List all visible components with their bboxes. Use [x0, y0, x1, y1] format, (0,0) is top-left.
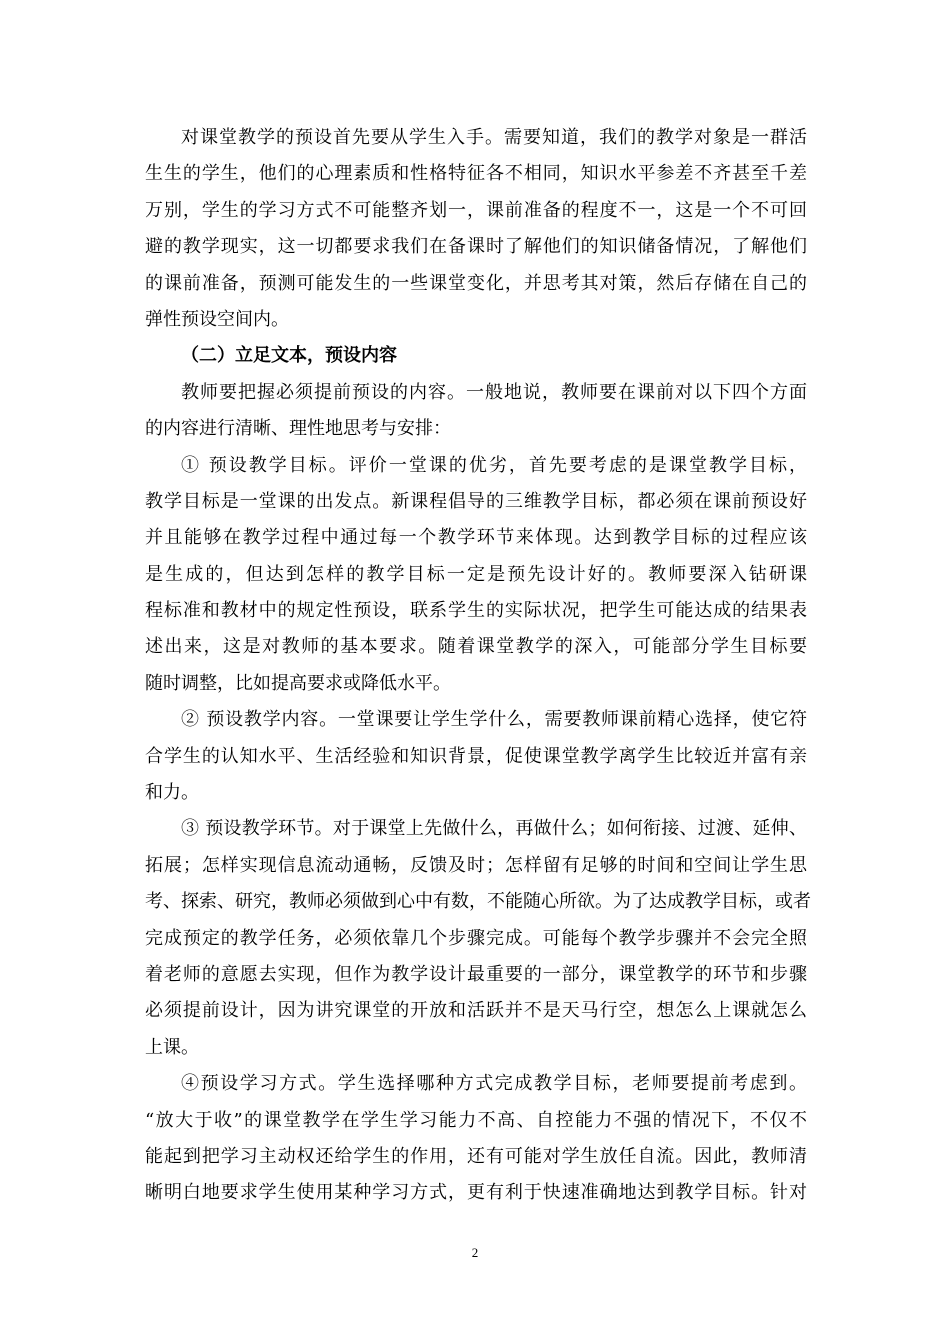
paragraph-line: 教师要把握必须提前预设的内容。一般地说，教师要在课前对以下四个方面: [181, 381, 807, 403]
paragraph-line: ③ 预设教学环节。对于课堂上先做什么，再做什么；如何衔接、过渡、延伸、: [181, 818, 807, 840]
paragraph-line: 避的教学现实，这一切都要求我们在备课时了解他们的知识储备情况，了解他们: [145, 236, 807, 258]
paragraph-line: 的课前准备，预测可能发生的一些课堂变化，并思考其对策，然后存储在自己的: [145, 272, 807, 294]
paragraph-line: 教学目标是一堂课的出发点。新课程倡导的三维教学目标，都必须在课前预设好: [145, 490, 807, 512]
paragraph-line: 能起到把学习主动权还给学生的作用，还有可能对学生放任自流。因此，教师清: [145, 1145, 807, 1167]
paragraph-line: 弹性预设空间内。: [145, 308, 289, 330]
paragraph-line: 上课。: [145, 1036, 199, 1058]
paragraph-line: “放大于收”的课堂教学在学生学习能力不高、自控能力不强的情况下，不仅不: [145, 1109, 807, 1131]
section-heading: （二）立足文本，预设内容: [181, 345, 397, 367]
paragraph-line: 考、探索、研究，教师必须做到心中有数，不能随心所欲。为了达成教学目标，或者: [145, 891, 811, 913]
paragraph-line: 程标准和教材中的规定性预设，联系学生的实际状况，把学生可能达成的结果表: [145, 600, 807, 622]
paragraph-line: 着老师的意愿去实现，但作为教学设计最重要的一部分，课堂教学的环节和步骤: [145, 963, 807, 985]
paragraph-line: 随时调整，比如提高要求或降低水平。: [145, 672, 451, 694]
page-number: 2: [471, 1245, 479, 1260]
paragraph-line: 生生的学生，他们的心理素质和性格特征各不相同，知识水平参差不齐甚至千差: [145, 163, 807, 185]
paragraph-line: 和力。: [145, 782, 199, 804]
paragraph-line: 并且能够在教学过程中通过每一个教学环节来体现。达到教学目标的过程应该: [145, 527, 807, 549]
paragraph-line: 万别，学生的学习方式不可能整齐划一，课前准备的程度不一，这是一个不可回: [145, 199, 807, 221]
paragraph-line: 的内容进行清晰、理性地思考与安排：: [145, 418, 451, 440]
paragraph-line: 合学生的认知水平、生活经验和知识背景，促使课堂教学离学生比较近并富有亲: [145, 745, 807, 767]
paragraph-line: 对课堂教学的预设首先要从学生入手。需要知道，我们的教学对象是一群活: [181, 127, 807, 148]
paragraph-line: ② 预设教学内容。一堂课要让学生学什么，需要教师课前精心选择，使它符: [181, 709, 807, 731]
paragraph-line: 晰明白地要求学生使用某种学习方式，更有利于快速准确地达到教学目标。针对: [145, 1182, 807, 1204]
body-text: [145, 120, 811, 1212]
paragraph-line: 拓展；怎样实现信息流动通畅，反馈及时；怎样留有足够的时间和空间让学生思: [145, 854, 807, 876]
paragraph-line: 必须提前设计，因为讲究课堂的开放和活跃并不是天马行空，想怎么上课就怎么: [145, 1000, 807, 1022]
paragraph-line: ① 预设教学目标。评价一堂课的优劣，首先要考虑的是课堂教学目标，: [181, 454, 807, 476]
paragraph-line: 完成预定的教学任务，必须依靠几个步骤完成。可能每个教学步骤并不会完全照: [145, 927, 807, 949]
paragraph-line: 述出来，这是对教师的基本要求。随着课堂教学的深入，可能部分学生目标要: [145, 636, 807, 658]
paragraph-line: 是生成的，但达到怎样的教学目标一定是预先设计好的。教师要深入钻研课: [145, 563, 807, 585]
paragraph-line: ④预设学习方式。学生选择哪种方式完成教学目标，老师要提前考虑到。: [181, 1073, 807, 1095]
